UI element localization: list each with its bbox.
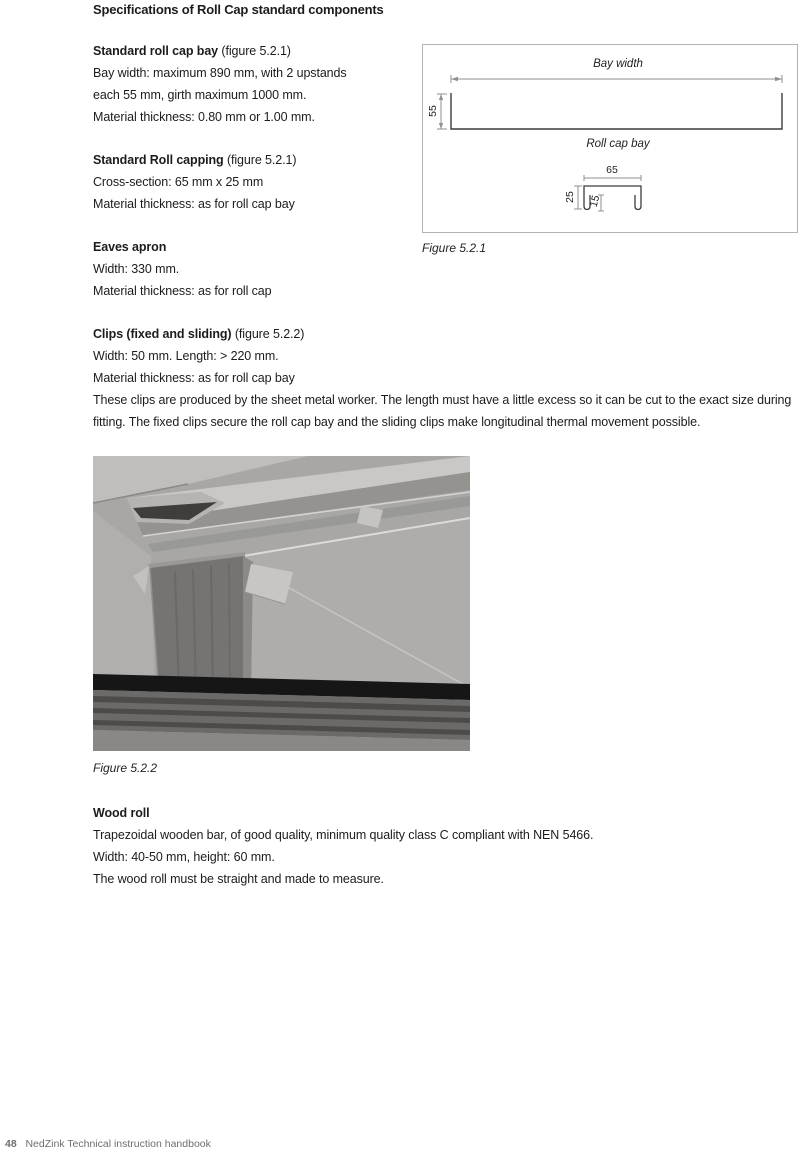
dim-55-label: 55 [427, 105, 439, 117]
section-heading [93, 802, 798, 824]
spec-line: Width: 40-50 mm, height: 60 mm. [93, 850, 275, 864]
roll-cap-bay-profile [451, 93, 782, 129]
roll-cap-bay-label: Roll cap bay [586, 138, 650, 150]
heading-text: Clips (fixed and sliding) [93, 327, 232, 341]
clips-paragraph: These clips are produced by the sheet metal worker. The length must have a little excess so it can be cut to the exact size during fitting. The fixed clips secure the roll cap bay and the sliding clips make longitudinal thermal movement possible. [93, 393, 792, 429]
dim-65-label: 65 [606, 164, 618, 176]
arrowhead-up [439, 94, 443, 100]
section-wood-roll [93, 802, 798, 890]
spec-line: Cross-section: 65 mm x 25 mm [93, 175, 264, 189]
section-clips [93, 323, 798, 433]
figure-5-2-2-caption: Figure 5.2.2 [93, 761, 158, 775]
spec-line: Material thickness: as for roll cap [93, 284, 272, 298]
figure-5-2-1-box [422, 44, 798, 233]
bay-width-label: Bay width [593, 58, 643, 70]
dim-15-label: 15 [587, 194, 603, 209]
footer-handbook-title: NedZink Technical instruction handbook [25, 1138, 211, 1150]
heading-text: Standard Roll capping [93, 153, 224, 167]
figure-5-2-1-caption: Figure 5.2.1 [422, 241, 487, 255]
spec-line: Material thickness: as for roll cap bay [93, 197, 295, 211]
section-eaves-apron [93, 236, 423, 302]
dim-25-label: 25 [564, 191, 576, 203]
section-standard-roll-capping [93, 149, 423, 215]
roll-cap-rendering [93, 456, 470, 751]
spec-line: Width: 330 mm. [93, 262, 180, 276]
figure-5-2-1-drawing [423, 45, 797, 232]
section-standard-roll-cap-bay [93, 40, 423, 128]
bay-width-dimension [451, 75, 782, 83]
heading-text: Wood roll [93, 806, 150, 820]
heading-figure-ref: (figure 5.2.2) [234, 327, 305, 341]
arrowhead-right [775, 77, 782, 81]
page-footer [5, 1137, 211, 1151]
arrowhead-down [439, 123, 443, 129]
section-heading [93, 323, 798, 345]
spec-line: Width: 50 mm. Length: > 220 mm. [93, 349, 279, 363]
footer-page-number: 48 [5, 1138, 17, 1150]
spec-line: The wood roll must be straight and made to measure. [93, 872, 384, 886]
heading-figure-ref: (figure 5.2.1) [226, 153, 297, 167]
figure-5-2-2-image [93, 456, 470, 751]
spec-line: Material thickness: as for roll cap bay [93, 371, 295, 385]
section-heading [93, 149, 423, 171]
arrowhead-left [451, 77, 458, 81]
heading-figure-ref: (figure 5.2.1) [221, 44, 291, 58]
page-title: Specifications of Roll Cap standard components [93, 2, 384, 17]
heading-text: Eaves apron [93, 240, 167, 254]
section-heading [93, 236, 423, 258]
spec-line: Bay width: maximum 890 mm, with 2 upstands [93, 66, 347, 80]
section-heading [93, 40, 423, 62]
spec-line: Trapezoidal wooden bar, of good quality, minimum quality class C compliant with NEN 5466. [93, 828, 594, 842]
heading-text: Standard roll cap bay [93, 44, 219, 58]
spec-line: Material thickness: 0.80 mm or 1.00 mm. [93, 110, 315, 124]
spec-line: each 55 mm, girth maximum 1000 mm. [93, 88, 307, 102]
